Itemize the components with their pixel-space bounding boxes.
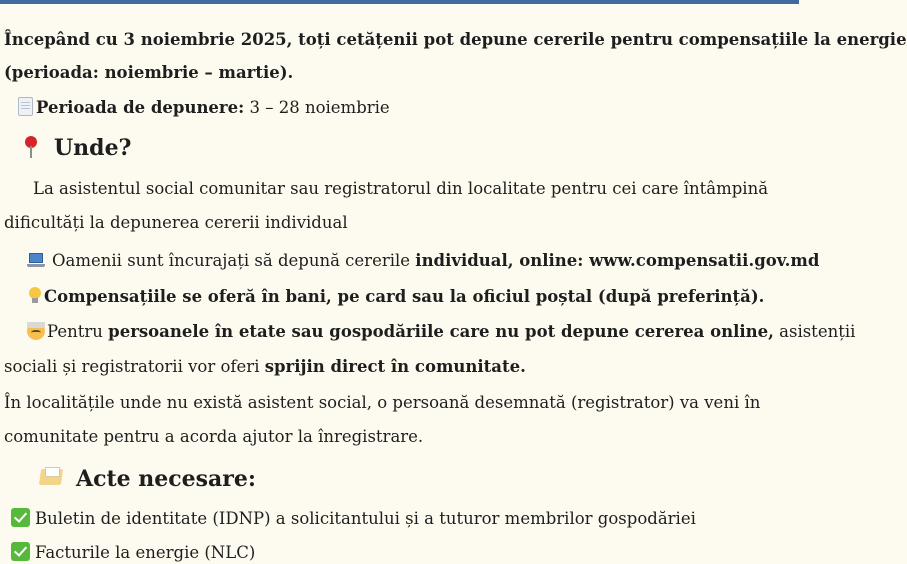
map-pin-icon: [24, 136, 38, 158]
period-label: Perioada de depunere:: [36, 98, 245, 117]
intro-line-1: Începând cu 3 noiembrie 2025, toți cetățenii pot depune cererile pentru compensațiile la energie: [4, 30, 907, 49]
folder-icon: [40, 467, 64, 487]
where-heading-row: [24, 134, 131, 162]
elderly-text-before: Pentru: [47, 322, 109, 341]
elderly-row-1: [27, 321, 855, 343]
elderly-bold-2: sprijin direct în comunitate.: [264, 357, 526, 376]
docs-heading: Acte necesare:: [76, 466, 257, 492]
check-mark-icon: [11, 542, 30, 561]
where-heading: Unde?: [54, 135, 132, 161]
where-paragraph-line-2: dificultăți la depunerea cererii individual: [4, 213, 348, 232]
docs-item: [11, 542, 255, 564]
older-person-icon: [27, 322, 45, 340]
no-social-line-2: comunitate pentru a acorda ajutor la înregistrare.: [4, 427, 424, 446]
no-social-line-1: În localitățile unde nu există asistent social, o persoană desemnată (registrator) va veni în: [4, 393, 761, 412]
docs-item-text: Buletin de identitate (IDNP) a solicitantului și a tuturor membrilor gospodăriei: [35, 509, 696, 528]
where-paragraph-line-1: La asistentul social comunitar sau registratorul din localitate pentru cei care întâmpină: [33, 179, 769, 198]
docs-item: [11, 508, 696, 530]
period-row: [18, 97, 390, 119]
intro-line-2: (perioada: noiembrie – martie).: [4, 63, 294, 82]
elderly-text-after: asistenții: [773, 322, 856, 341]
elderly-row-2: [4, 356, 526, 378]
payment-row: [29, 286, 764, 308]
laptop-icon: [27, 253, 45, 268]
online-link-text: individual, online: www.compensatii.gov.md: [415, 251, 820, 270]
period-value: 3 – 28 noiembrie: [244, 98, 390, 117]
elderly-bold-1: persoanele în etate sau gospodăriile care nu pot depune cererea online,: [108, 322, 774, 341]
payment-text: Compensațiile se oferă în bani, pe card sau la oficiul poștal (după preferință).: [44, 287, 765, 306]
check-mark-icon: [11, 508, 30, 527]
online-row: [27, 250, 819, 272]
elderly-line2-text: sociali și registratorii vor oferi: [4, 357, 265, 376]
calendar-icon: [18, 97, 33, 116]
docs-item-text: Facturile la energie (NLC): [35, 543, 256, 562]
docs-heading-row: [40, 465, 256, 493]
online-text: Oamenii sunt încurajați să depună cererile: [52, 251, 416, 270]
lightbulb-icon: [29, 287, 41, 304]
